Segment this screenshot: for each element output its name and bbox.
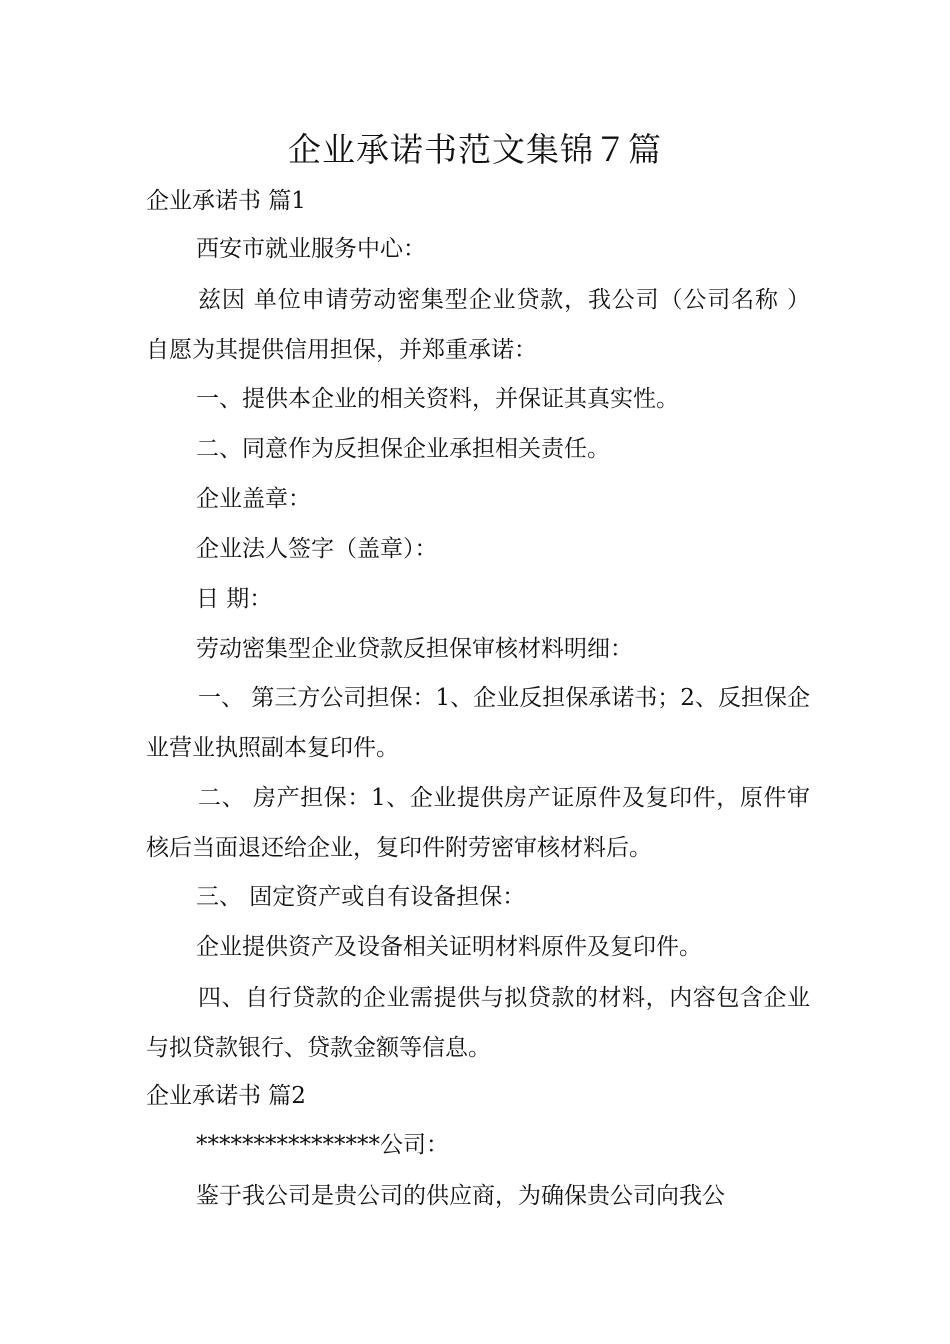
section-heading-1: 企业承诺书 篇1	[146, 188, 306, 214]
paragraph-materials-heading: 劳动密集型企业贷款反担保审核材料明细：	[196, 636, 633, 662]
paragraph-property-guarantee: 二、 房产担保：1、企业提供房产证原件及复印件，原件审核后当面退还给企业，复印件附劳密审核材料后。	[146, 785, 810, 861]
paragraph-item-1: 一、提供本企业的相关资料，并保证其真实性。	[196, 386, 679, 412]
paragraph-addressee-2: ****************公司：	[196, 1132, 449, 1158]
document-title: 企业承诺书范文集锦７篇	[288, 130, 662, 169]
paragraph-company-seal: 企业盖章：	[196, 486, 311, 512]
paragraph-supplier: 鉴于我公司是贵公司的供应商，为确保贵公司向我公	[196, 1183, 725, 1209]
paragraph-fixed-assets: 三、 固定资产或自有设备担保：	[196, 884, 526, 910]
paragraph-commitment: 兹因 单位申请劳动密集型企业贷款，我公司（公司名称 ）自愿为其提供信用担保，并郑重承诺：	[146, 287, 810, 363]
paragraph-asset-documents: 企业提供资产及设备相关证明材料原件及复印件。	[196, 934, 702, 960]
paragraph-item-2: 二、同意作为反担保企业承担相关责任。	[196, 436, 610, 462]
paragraph-legal-signature: 企业法人签字（盖章）：	[196, 536, 438, 562]
paragraph-self-loan: 四、自行贷款的企业需提供与拟贷款的材料，内容包含企业与拟贷款银行、贷款金额等信息。	[146, 985, 810, 1061]
section-heading-2: 企业承诺书 篇2	[146, 1083, 306, 1109]
paragraph-addressee: 西安市就业服务中心：	[196, 236, 426, 262]
paragraph-date: 日 期：	[196, 586, 273, 612]
paragraph-third-party-guarantee: 一、 第三方公司担保：1、企业反担保承诺书；2、反担保企业营业执照副本复印件。	[146, 685, 810, 761]
